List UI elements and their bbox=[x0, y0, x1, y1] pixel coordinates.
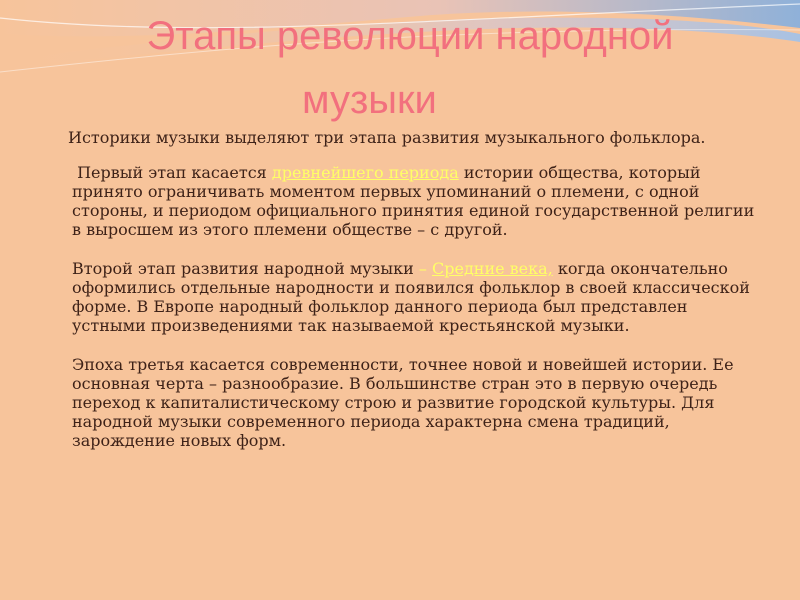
paragraph-second-stage bbox=[72, 259, 762, 335]
paragraph-second-stage-text-start: Второй этап развития народной музыки bbox=[72, 259, 419, 278]
link-ancient-period[interactable]: древнейшего периода bbox=[271, 163, 459, 182]
paragraph-first-stage bbox=[72, 163, 762, 239]
slide-body bbox=[68, 128, 762, 470]
paragraph-second-stage-dash: – bbox=[418, 259, 432, 278]
slide-title-line-2: музыки bbox=[302, 78, 437, 122]
intro-paragraph: Историки музыки выделяют три этапа развития музыкального фольклора. bbox=[68, 128, 706, 147]
paragraph-first-stage-text-end: истории общества, который принято ограничивать моментом первых упоминаний о племени, с одной стороны, и периодом официального принятия единой государственной религии в выросшем из этого племени обществе – с другой. bbox=[72, 163, 755, 239]
paragraph-third-stage: Эпоха третья касается современности, точнее новой и новейшей истории. Ее основная черта – разнообразие. В большинстве стран это в первую очередь переход к капиталистическому строю и развитие городской культуры. Для народной музыки современного периода характерна смена традиций, зарождение новых форм. bbox=[72, 355, 734, 450]
paragraph-first-stage-text-start: Первый этап касается bbox=[77, 163, 272, 182]
paragraph-second-stage-text-end: когда окончательно оформились отдельные народности и появился фольклор в своей классической форме. В Европе народный фольклор данного периода был представлен устными произведениями так называемой крестьянской музыки. bbox=[72, 259, 750, 335]
link-middle-ages[interactable]: Средние века, bbox=[431, 259, 553, 278]
slide-title-line-1: Этапы революции народной bbox=[146, 14, 674, 58]
